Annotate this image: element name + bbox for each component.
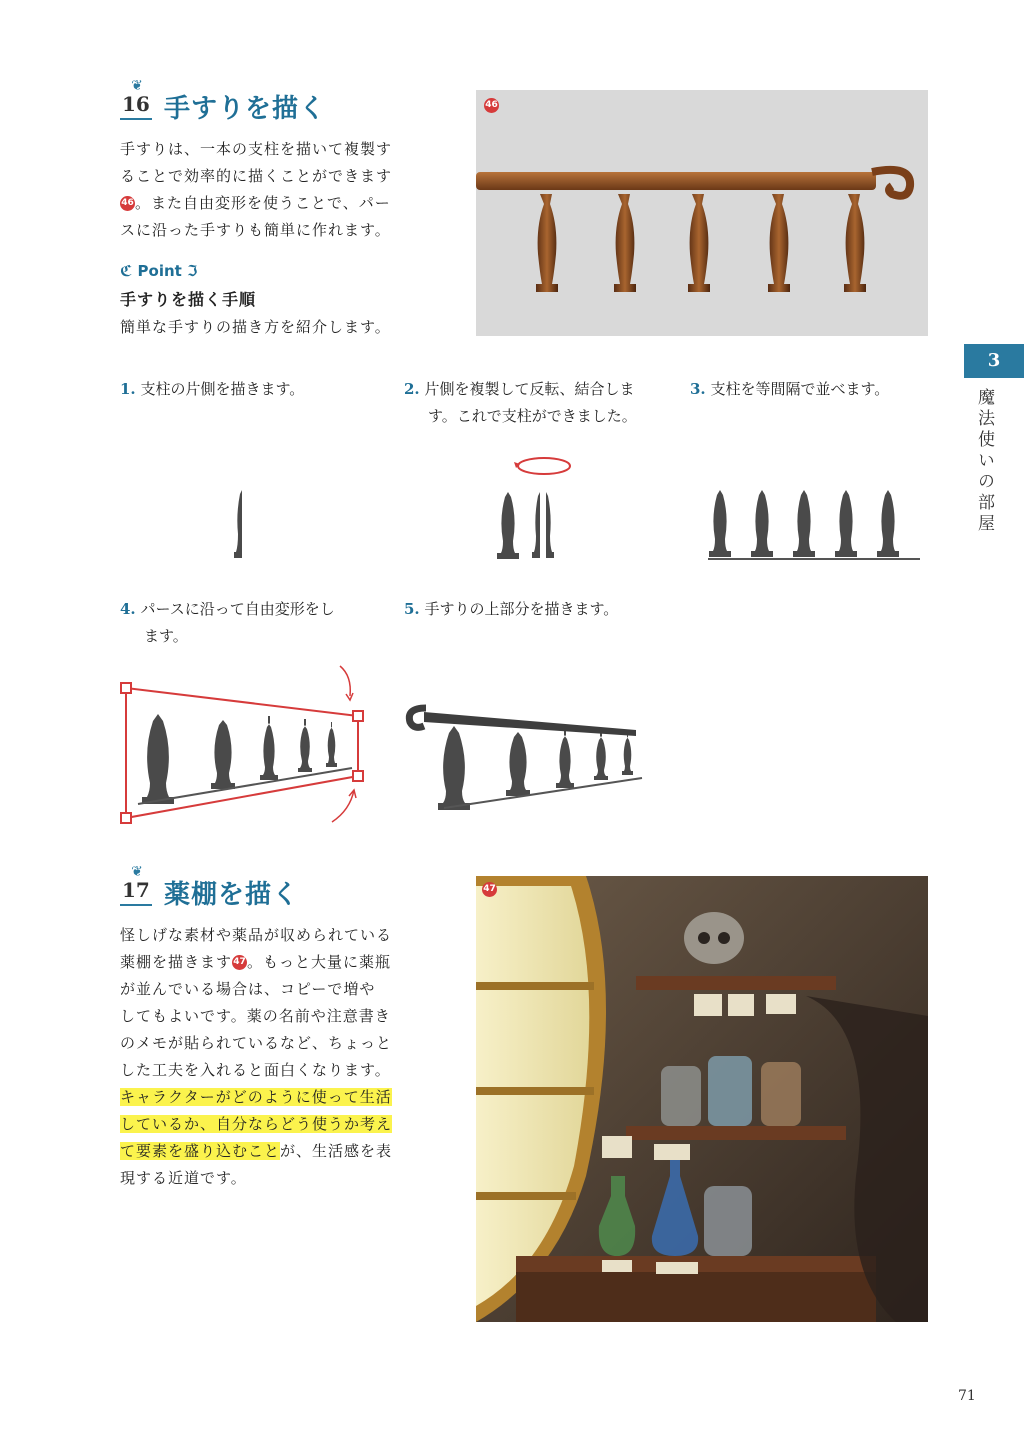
section-number-underline <box>120 904 152 906</box>
note-label <box>656 1262 698 1274</box>
point-text: 簡単な手すりの描き方を紹介します。 <box>120 318 391 336</box>
figure-ref-badge: 46 <box>484 98 499 113</box>
transform-handle <box>121 683 131 693</box>
section-paragraph: 手すりは、一本の支柱を描いて複製す ることで効率的に描くことができます 46。また自由変形を使うことで、パー スに沿った手すりも簡単に作れます。 <box>120 140 393 239</box>
railing-figure <box>476 90 928 336</box>
highlighted-text: しているか、自分ならどう使うか考え <box>120 1115 393 1133</box>
jar-icon <box>761 1062 801 1126</box>
section-title: 薬棚を描く <box>164 880 300 910</box>
step-5: 5. 手すりの上部分を描きます。 <box>404 600 619 618</box>
section-number-underline <box>120 118 152 120</box>
railing-illustration <box>476 90 928 336</box>
step-3: 3. 支柱を等間隔で並べます。 <box>690 380 890 398</box>
jar-icon <box>708 1056 752 1126</box>
section-number: 17 <box>122 878 150 902</box>
highlighted-text: キャラクターがどのように使って生活 <box>120 1088 392 1106</box>
shelf-painting <box>476 876 928 1322</box>
note-label <box>602 1136 632 1158</box>
rotate-arrow-icon <box>518 458 570 474</box>
finished-railing-illustration <box>404 690 644 820</box>
section-paragraph: 怪しげな素材や薬品が収められている 薬棚を描きます47。もっと大量に薬瓶 が並んでいる場合は、コピーで増や してもよいです。薬の名前や注意書き のメモが貼られているなど、ちょっと した工夫を入れると面白くなります。 キャラクターがどのように使って生活 しているか、自分ならどう使うか考え て要素を盛り込むことが、生活感を表 現する近道です。 <box>120 926 393 1187</box>
highlighted-text: て要素を盛り込むこと <box>120 1142 281 1160</box>
note-label <box>654 1144 690 1160</box>
note-label <box>728 994 754 1016</box>
drag-arrow-icon <box>340 666 350 696</box>
note-label <box>602 1260 632 1272</box>
baluster-row <box>536 194 866 292</box>
section-title: 手すりを描く <box>164 94 327 124</box>
note-label <box>694 994 722 1016</box>
note-label <box>766 994 796 1014</box>
mirror-baluster-illustration <box>490 452 580 562</box>
transform-handle <box>121 813 131 823</box>
step-1: 1. 支柱の片側を描きます。 <box>120 380 305 398</box>
skull-icon <box>684 912 744 964</box>
transform-handle <box>353 711 363 721</box>
figure-ref-badge: 47 <box>232 955 247 970</box>
jar-icon <box>704 1186 752 1256</box>
baluster-row-illustration <box>708 480 924 564</box>
point-label: ℭ Point ℑ <box>120 262 198 280</box>
ornament-right-icon: ℑ <box>187 262 198 280</box>
chapter-title: 魔法使いの部屋 <box>974 388 994 535</box>
half-baluster-illustration <box>230 478 254 562</box>
shelf-board <box>626 1126 846 1140</box>
ornament-icon: ❦ <box>131 864 143 880</box>
chapter-tab: 3 <box>964 344 1024 378</box>
shelf-board <box>636 976 836 990</box>
section-number: 16 <box>122 92 150 116</box>
jar-icon <box>661 1066 701 1126</box>
point-heading: 手すりを描く手順 <box>120 290 257 309</box>
figure-ref-badge: 47 <box>482 882 497 897</box>
ornament-left-icon: ℭ <box>120 262 133 280</box>
figure-ref-badge: 46 <box>120 196 135 211</box>
step-2: 2. 片側を複製して反転、結合しま す。これで支柱ができました。 <box>404 380 637 425</box>
page-number: 71 <box>958 1388 976 1404</box>
shelf-figure <box>476 876 928 1322</box>
transform-handle <box>353 771 363 781</box>
handrail <box>476 170 910 196</box>
ornament-icon: ❦ <box>131 78 143 94</box>
perspective-transform-illustration <box>116 662 376 832</box>
step-4: 4. パースに沿って自由変形をし ます。 <box>120 600 335 645</box>
